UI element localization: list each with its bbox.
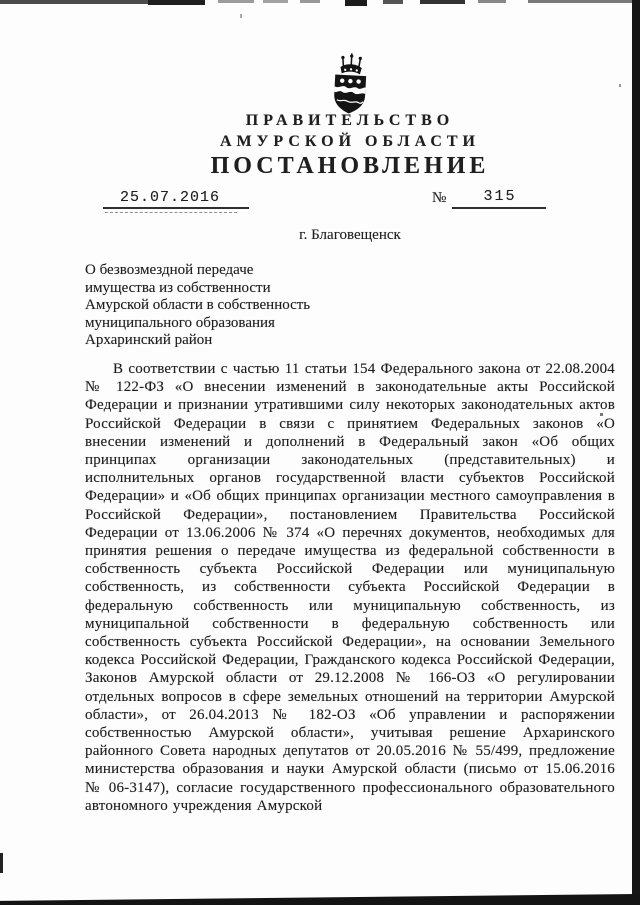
org-name-line1: ПРАВИТЕЛЬСТВО [245, 112, 455, 129]
date-underline-dashed [105, 212, 237, 213]
subject-line: О безвозмездной передаче [85, 262, 254, 278]
emblem-container [85, 52, 615, 121]
scan-artifact-top-band [478, 0, 506, 3]
document-number: 315 [483, 188, 517, 205]
number-sign: № [432, 190, 447, 206]
scan-artifact-top-band [218, 0, 254, 3]
subject-block [85, 262, 310, 350]
scan-artifact-top-band [148, 0, 205, 5]
subject-line: Архаринский район [85, 332, 213, 348]
city-line: г. Благовещенск [299, 227, 401, 243]
subject-line: Амурской области в собственность [85, 297, 311, 313]
org-name-line2: АМУРСКОЙ ОБЛАСТИ [220, 133, 480, 150]
scan-artifact-top-band [300, 0, 320, 3]
subject-line: муниципального образования [85, 314, 275, 331]
scan-artifact-speck [619, 84, 621, 87]
number-underline [452, 207, 546, 209]
document-date: 25.07.2016 [120, 189, 221, 206]
body-paragraph: В соответствии с частью 11 статьи 154 Федерального закона от 22.08.2004 № 122-ФЗ «О внесении изменений в законодательные акты Российской Федерации и признании утратившими силу некоторых законодательных актов Российской Федерации в связи с принятием Федеральных законов «О внесении изменений и дополнений в Федеральный закон «Об общих принципах организации законодательных (представительных) и исполнительных органов государственной власти субъектов Российской Федерации» и «Об общих принципах организации местного самоуправления в Российской Федерации», постановлением Правительства Российской Федерации от 13.06.2006 № 374 «О перечнях документов, необходимых для принятия решения о передаче имущества из федеральной собственности в собственность субъекта Российской Федерации или муниципальную собственность, из собственности субъекта Российской Федерации в федеральную собственность или муниципальную собственность, из муниципальной собственности в федеральную собственность или собственность субъекта Российской Федерации», на основании Земельного кодекса Российской Федерации, Гражданского кодекса Российской Федерации, Законов Амурской области от 29.12.2008 № 166-ОЗ «О регулировании отдельных вопросов в сфере земельных отношений на территории Амурской области», от 26.04.2013 № 182-ОЗ «Об управлении и распоряжении собственностью Амурской области», учитывая решение Архаринского районного Совета народных депутатов от 20.05.2016 № 55/499, предложение министерства образования и науки Амурской области (письмо от 15.06.2016 № 06-3147), согласие государственного профессионального образовательного автономного учреждения Амурской [85, 361, 615, 814]
scan-artifact-top-band [345, 0, 367, 6]
scan-artifact-top-band [528, 0, 640, 3]
scan-artifact-top-band [263, 0, 288, 3]
subject-line: имущества из собственности [85, 279, 271, 296]
scan-artifact-top-band [383, 0, 403, 4]
scan-artifact-speck [240, 14, 242, 18]
scan-artifact-bottom-band [0, 894, 640, 905]
scan-artifact-speck [0, 853, 3, 873]
document-type-title: ПОСТАНОВЛЕНИЕ [210, 153, 490, 179]
date-underline [103, 207, 249, 209]
scan-artifact-right-bar [632, 0, 640, 905]
scan-artifact-top-band [420, 0, 465, 4]
